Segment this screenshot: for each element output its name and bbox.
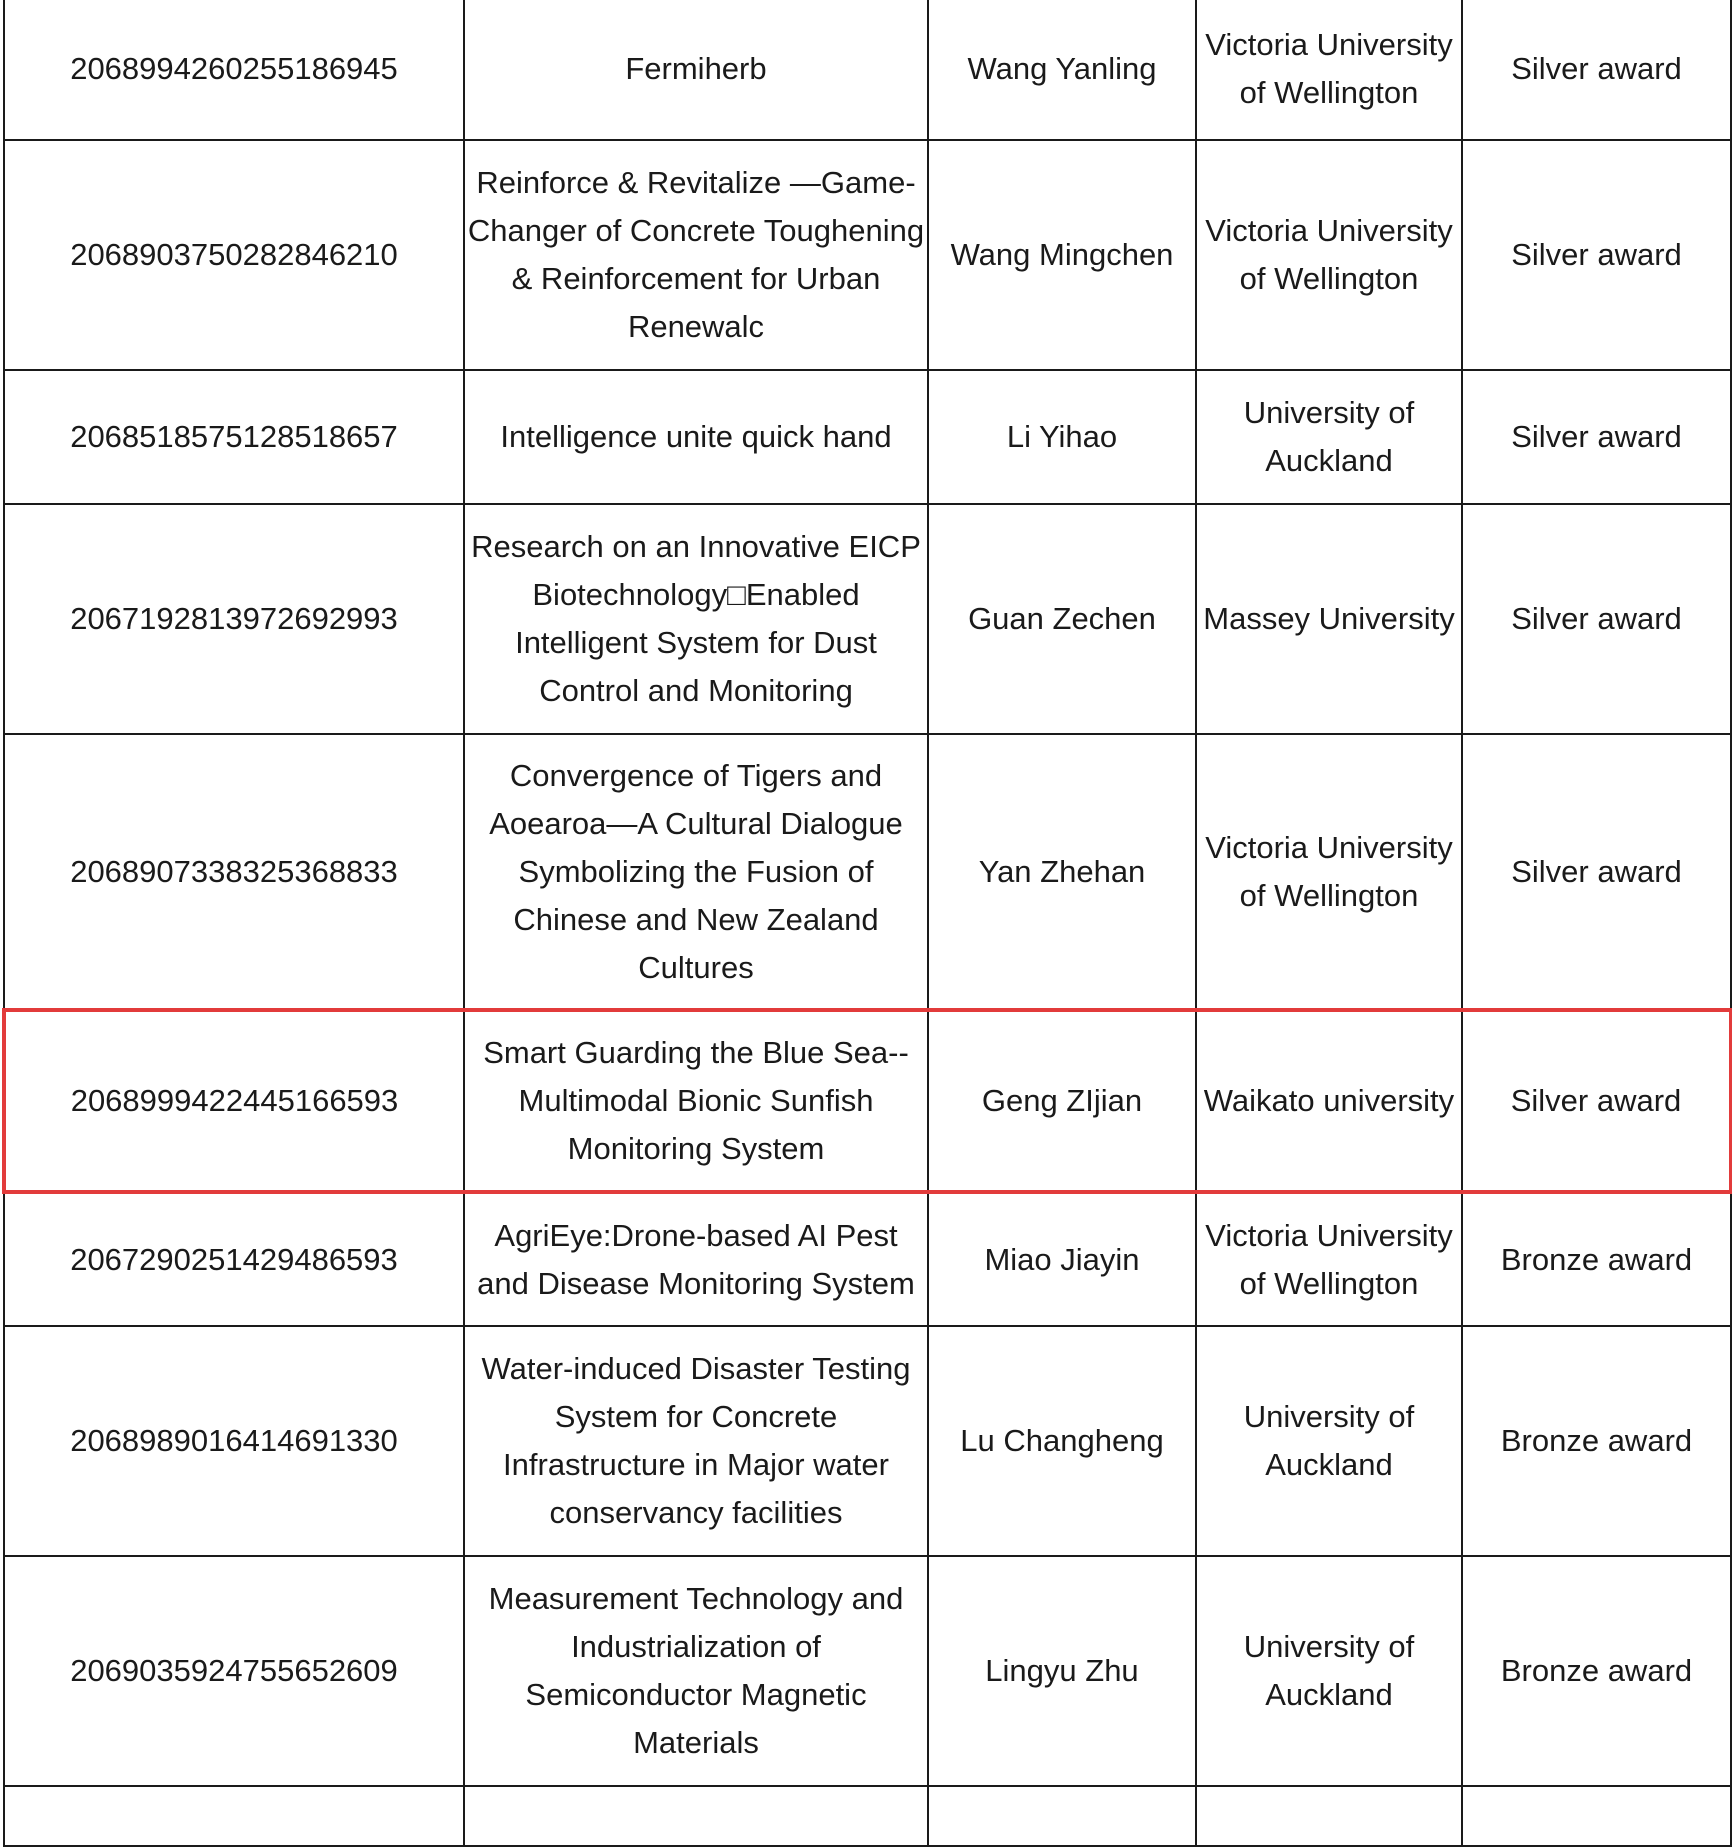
project-name-cell: Research on an Innovative EICP Biotechnology□Enabled Intelligent System for Dust Control and Monitoring bbox=[464, 504, 928, 734]
empty-cell bbox=[4, 1786, 464, 1846]
award-cell: Silver award bbox=[1462, 370, 1731, 504]
table-row bbox=[4, 734, 1731, 1010]
participant-name-cell: Lu Changheng bbox=[928, 1326, 1196, 1556]
table-row bbox=[4, 1326, 1731, 1556]
award-cell: Bronze award bbox=[1462, 1192, 1731, 1326]
university-cell: Massey University bbox=[1196, 504, 1462, 734]
project-name-cell: Reinforce & Revitalize —Game-Changer of Concrete Toughening & Reinforcement for Urban Renewalc bbox=[464, 140, 928, 370]
table-row bbox=[4, 504, 1731, 734]
participant-name-cell: Miao Jiayin bbox=[928, 1192, 1196, 1326]
project-id-cell: 2068999422445166593 bbox=[4, 1010, 464, 1192]
award-cell: Silver award bbox=[1462, 734, 1731, 1010]
project-name-cell: Smart Guarding the Blue Sea--Multimodal Bionic Sunfish Monitoring System bbox=[464, 1010, 928, 1192]
empty-cell bbox=[1462, 1786, 1731, 1846]
participant-name-cell: Guan Zechen bbox=[928, 504, 1196, 734]
university-cell: University of Auckland bbox=[1196, 370, 1462, 504]
project-id-cell: 2067192813972692993 bbox=[4, 504, 464, 734]
participant-name-cell: Wang Mingchen bbox=[928, 140, 1196, 370]
highlighted-table-row bbox=[4, 1010, 1731, 1192]
university-cell: Victoria University of Wellington bbox=[1196, 0, 1462, 140]
project-name-cell: Water-induced Disaster Testing System for Concrete Infrastructure in Major water conservancy facilities bbox=[464, 1326, 928, 1556]
award-cell: Silver award bbox=[1462, 140, 1731, 370]
table-row bbox=[4, 140, 1731, 370]
award-cell: Silver award bbox=[1462, 504, 1731, 734]
empty-cell bbox=[464, 1786, 928, 1846]
project-id-cell: 2067290251429486593 bbox=[4, 1192, 464, 1326]
project-id-cell: 2068994260255186945 bbox=[4, 0, 464, 140]
project-id-cell: 2068907338325368833 bbox=[4, 734, 464, 1010]
award-results-table bbox=[2, 0, 1732, 1847]
university-cell: University of Auckland bbox=[1196, 1326, 1462, 1556]
university-cell: Victoria University of Wellington bbox=[1196, 1192, 1462, 1326]
award-cell: Silver award bbox=[1462, 0, 1731, 140]
award-cell: Bronze award bbox=[1462, 1556, 1731, 1786]
project-name-cell: Intelligence unite quick hand bbox=[464, 370, 928, 504]
participant-name-cell: Geng ZIjian bbox=[928, 1010, 1196, 1192]
project-name-cell: AgriEye:Drone-based AI Pest and Disease Monitoring System bbox=[464, 1192, 928, 1326]
university-cell: University of Auckland bbox=[1196, 1556, 1462, 1786]
project-name-cell: Measurement Technology and Industrialization of Semiconductor Magnetic Materials bbox=[464, 1556, 928, 1786]
table-row bbox=[4, 0, 1731, 140]
empty-cell bbox=[1196, 1786, 1462, 1846]
participant-name-cell: Lingyu Zhu bbox=[928, 1556, 1196, 1786]
project-id-cell: 2068518575128518657 bbox=[4, 370, 464, 504]
participant-name-cell: Li Yihao bbox=[928, 370, 1196, 504]
project-id-cell: 2069035924755652609 bbox=[4, 1556, 464, 1786]
project-id-cell: 2068989016414691330 bbox=[4, 1326, 464, 1556]
table-row bbox=[4, 1786, 1731, 1846]
project-name-cell: Fermiherb bbox=[464, 0, 928, 140]
participant-name-cell: Wang Yanling bbox=[928, 0, 1196, 140]
university-cell: Victoria University of Wellington bbox=[1196, 140, 1462, 370]
award-cell: Silver award bbox=[1462, 1010, 1731, 1192]
empty-cell bbox=[928, 1786, 1196, 1846]
project-id-cell: 2068903750282846210 bbox=[4, 140, 464, 370]
university-cell: Waikato university bbox=[1196, 1010, 1462, 1192]
participant-name-cell: Yan Zhehan bbox=[928, 734, 1196, 1010]
table-row bbox=[4, 1192, 1731, 1326]
table-row bbox=[4, 1556, 1731, 1786]
university-cell: Victoria University of Wellington bbox=[1196, 734, 1462, 1010]
table-row bbox=[4, 370, 1731, 504]
award-cell: Bronze award bbox=[1462, 1326, 1731, 1556]
project-name-cell: Convergence of Tigers and Aoearoa—A Cultural Dialogue Symbolizing the Fusion of Chinese and New Zealand Cultures bbox=[464, 734, 928, 1010]
